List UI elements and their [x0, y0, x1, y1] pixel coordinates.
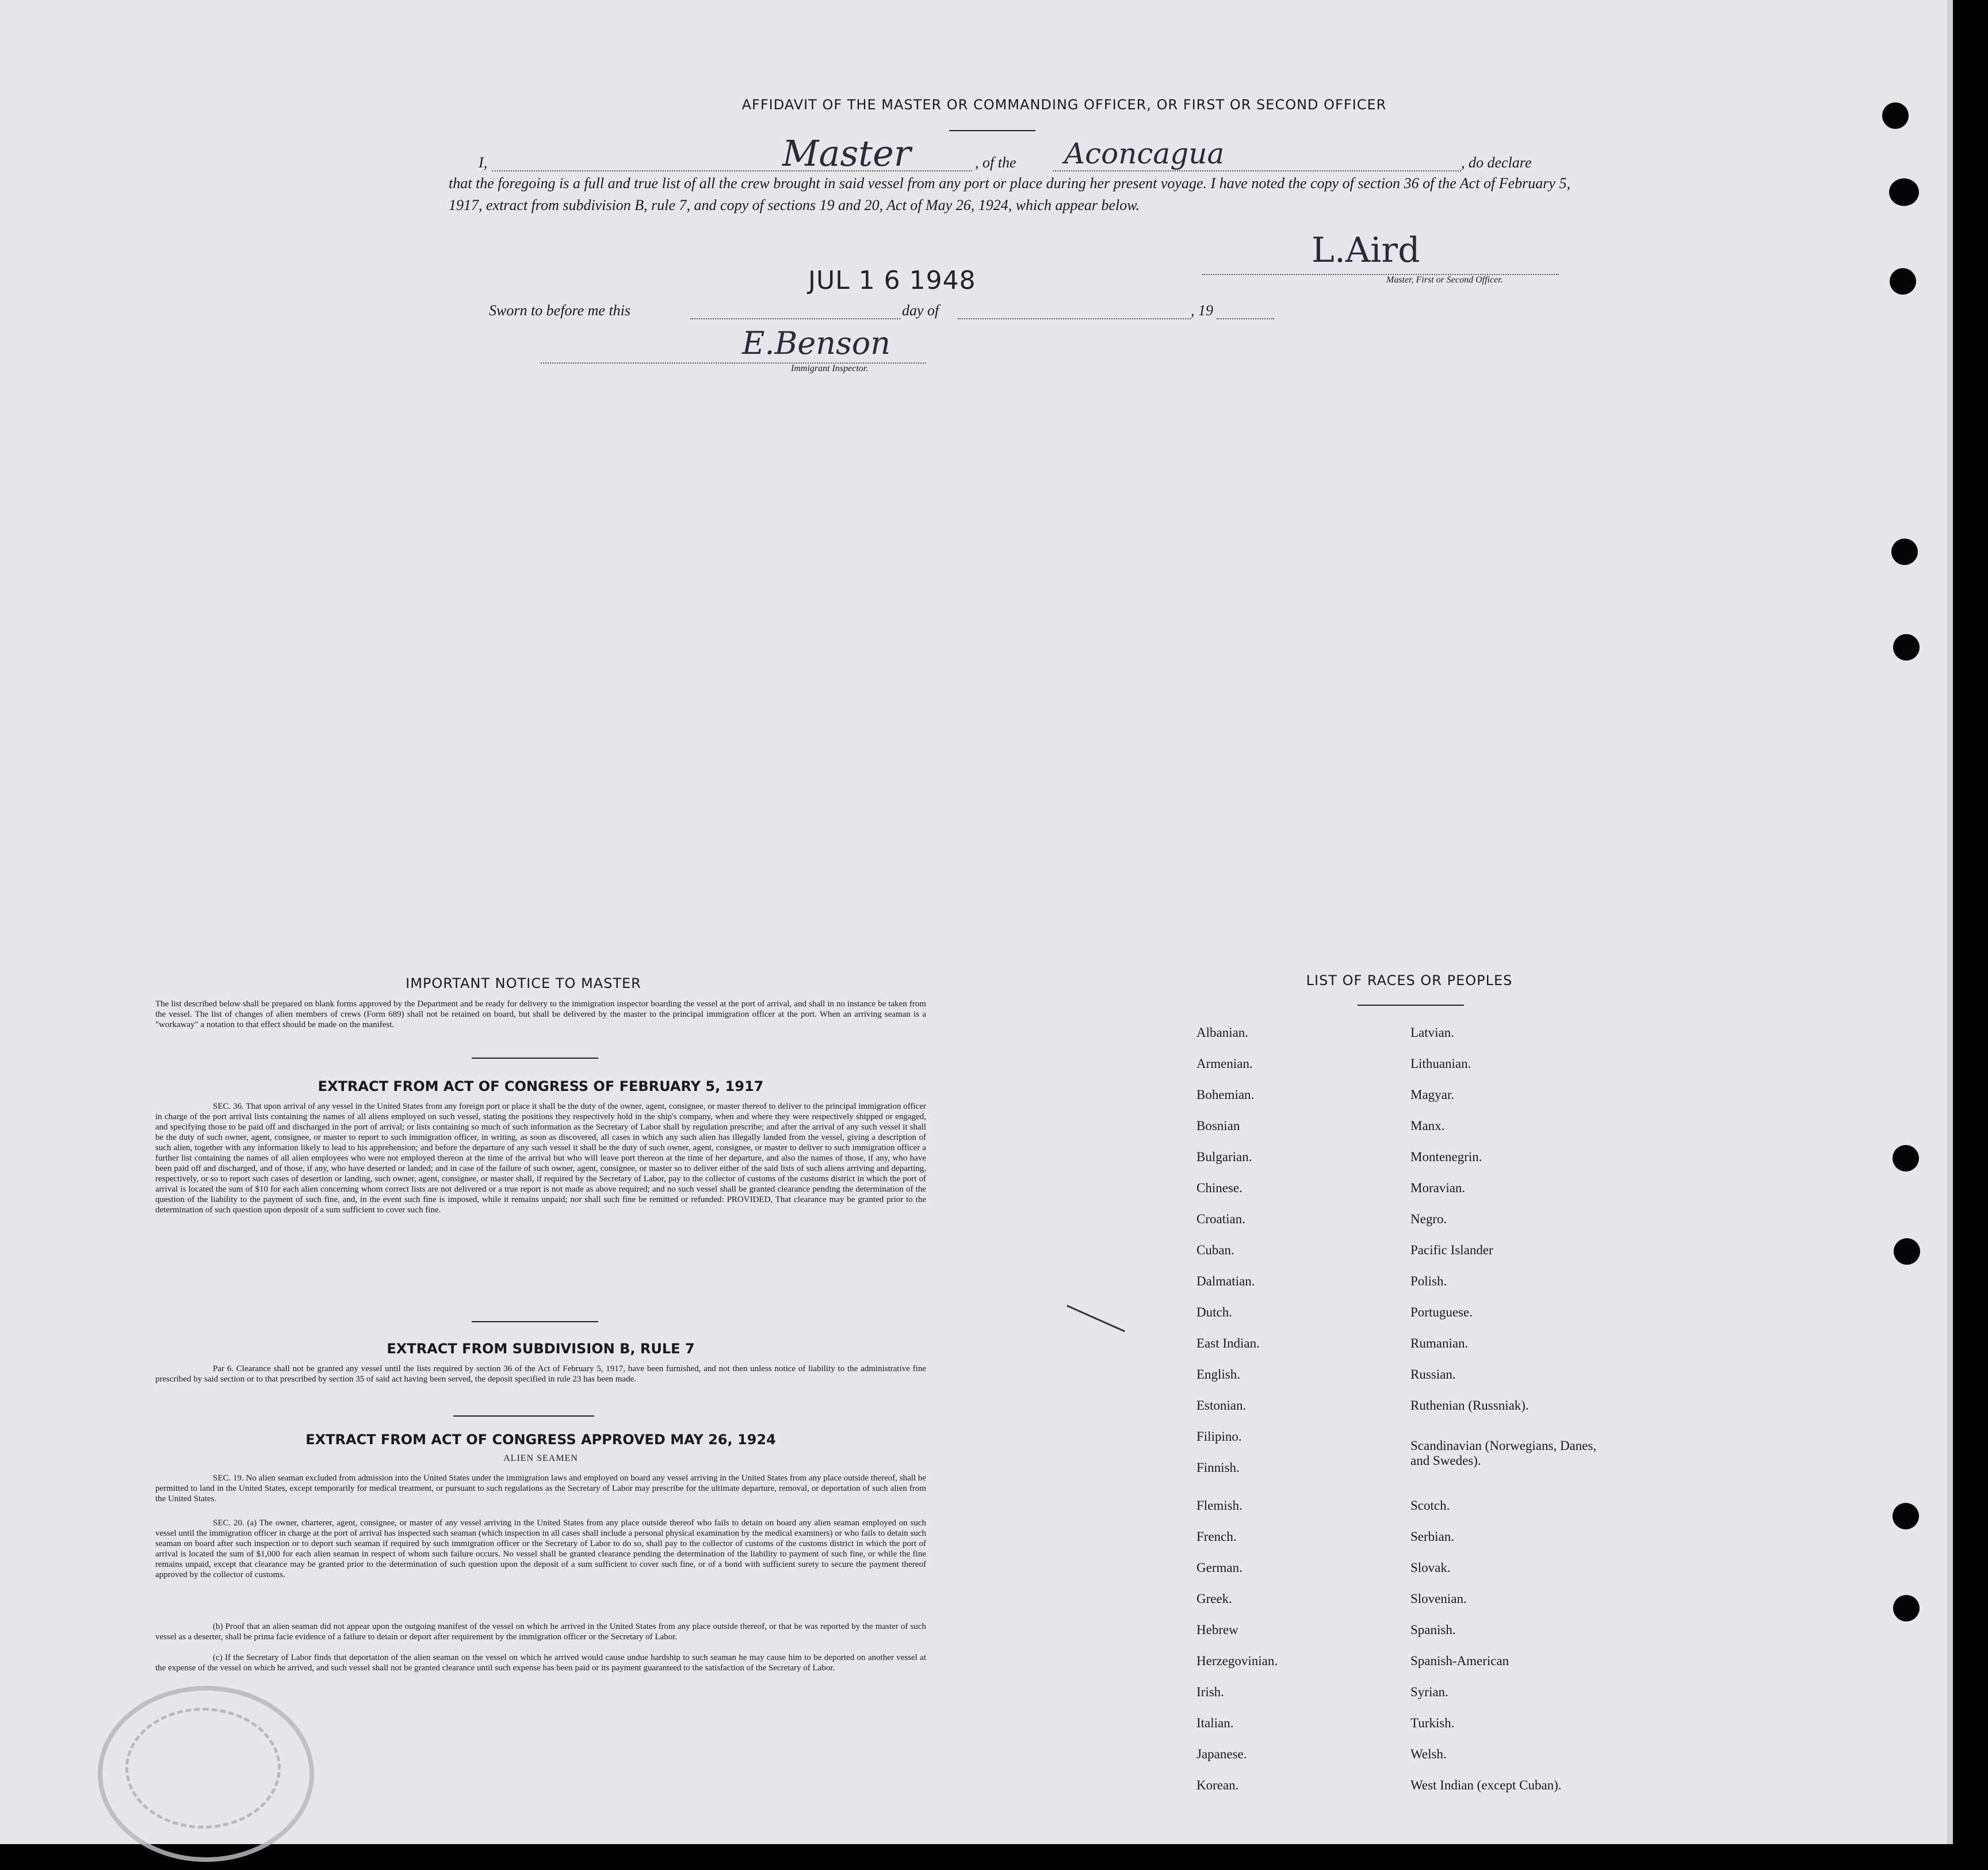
race-item: Scotch.	[1410, 1498, 1450, 1513]
extract-1924-subtitle: ALIEN SEAMEN	[503, 1453, 578, 1463]
extract-1924-sec20c: (c) If the Secretary of Labor finds that deportation of the alien seaman on the vessel on which he arrived would cause undue hardship to such seaman he may cause him to be deported on another vessel at the expense of the vessel on which he arrived, and such vessel shall not be granted clearance until such expense has been paid or its payment guaranteed to the satisfaction of the Secretary of Labor.	[155, 1653, 926, 1673]
subdivision-b-title: EXTRACT FROM SUBDIVISION B, RULE 7	[387, 1341, 695, 1357]
race-item: Negro.	[1410, 1212, 1447, 1226]
binder-hole	[1891, 539, 1918, 565]
race-item: Spanish-American	[1410, 1654, 1509, 1668]
race-item: Flemish.	[1196, 1498, 1242, 1513]
inspector-signature-line	[541, 362, 926, 364]
extract-1917-title: EXTRACT FROM ACT OF CONGRESS OF FEBRUARY 5, 1917	[318, 1078, 764, 1094]
affidavit-body: that the foregoing is a full and true list of all the crew brought in said vessel from any port or place during her present voyage. I have noted the copy of section 36 of the Act of February 5, 1917, extract from subdivision B, rule 7, and copy of sections 19 and 20, Act of May 26, 1924, which appear below.	[449, 175, 1570, 213]
race-item: Japanese.	[1196, 1747, 1247, 1761]
race-item: Montenegrin.	[1410, 1150, 1482, 1164]
binder-hole	[1889, 178, 1919, 206]
race-item: Estonian.	[1196, 1398, 1247, 1413]
binder-hole	[1890, 268, 1916, 295]
day-of-label: day of	[902, 302, 939, 319]
race-item: Slovak.	[1410, 1560, 1451, 1575]
race-item: Croatian.	[1196, 1212, 1245, 1226]
inspector-signature: E.Benson	[742, 325, 891, 361]
master-signature-line	[1202, 274, 1559, 275]
notice-title: IMPORTANT NOTICE TO MASTER	[406, 975, 641, 991]
race-item: Polish.	[1410, 1274, 1447, 1288]
race-item: Armenian.	[1196, 1056, 1253, 1071]
year-label: , 19	[1191, 302, 1213, 319]
extract-1917-text: SEC. 36. That upon arrival of any vessel in the United States from any foreign port or place it shall be the duty of the owner, agent, consignee, or master thereof to deliver to the principal immigration officer in charge of the port arrival lists containing the names of all aliens employed on such vessel, stating the positions they respectively hold in the ship's company, when and where they were respectively shipped or engaged, and specifying those to be paid off and discharged in the port of arrival; or lists containing so much of such information as the Secretary of Labor shall by regulation prescribe; and after the arrival of any such vessel it shall be the duty of such owner, agent, consignee, or master to report to such immigration officer, in writing, as soon as discovered, all cases in which any such alien has illegally landed from the vessel, giving a description of such alien, together with any information likely to lead to his apprehension; and before the departure of any such vessel it shall be the duty of such owner, agent, consignee, or master to deliver to such immigration officer a further list containing the names of all alien employees who were not employed thereon at the time of the arrival but who will leave port thereon at the time of her departure, and also the names of those, if any, who have been paid off and discharged, and of those, if any, who have deserted or landed; and in case of the failure of such owner, agent, consignee, or master so to deliver either of the said lists of such aliens arriving and departing, respectively, or so to report such cases of desertion or landing, such owner, agent, consignee, or master shall, if required by the Secretary of Labor, pay to the collector of customs of the customs district in which the port of arrival is located the sum of $10 for each alien concerning whom correct lists are not delivered or a true report is not made as above required; and no such vessel shall be granted clearance pending the determination of the question of the liability to the payment of such fine, and, in the event such fine is imposed, while it remains unpaid; nor shall such fine be remitted or refunded: PROVIDED, That clearance may be granted prior to the determination of such question upon deposit of a sum sufficient to cover such fine.	[155, 1102, 926, 1215]
race-item: West Indian (except Cuban).	[1410, 1778, 1562, 1792]
race-item: Welsh.	[1410, 1747, 1447, 1761]
race-item: Serbian.	[1410, 1529, 1455, 1544]
race-item: Albanian.	[1196, 1025, 1249, 1040]
race-item: Moravian.	[1410, 1181, 1466, 1195]
race-item: Finnish.	[1196, 1460, 1240, 1475]
race-item: Scandinavian (Norwegians, Danes, and Swedes).	[1410, 1438, 1597, 1468]
title-rule	[949, 130, 1035, 131]
affidavit-prefix: I,	[479, 154, 488, 171]
race-item: East Indian.	[1196, 1336, 1260, 1350]
race-item: Rumanian.	[1410, 1336, 1469, 1350]
receiving-stamp	[98, 1686, 314, 1862]
date-stamp: JUL 1 6 1948	[808, 266, 976, 295]
race-item: French.	[1196, 1529, 1237, 1544]
race-item: Ruthenian (Russniak).	[1410, 1398, 1529, 1413]
notice-text: The list described below shall be prepared on blank forms approved by the Department and be ready for delivery to the immigration inspector boarding the vessel at the port of arrival, and shall in no instance be taken from the vessel. The list of changes of alien members of crews (Form 689) shall not be retained on board, but shall be delivered by the master to the principal immigration officer at the port. When an arriving seaman is a "workaway" a notation to that effect should be made on the manifest.	[155, 999, 926, 1029]
extract-1924-sec20a: SEC. 20. (a) The owner, charterer, agent, consignee, or master of any vessel arriving in the United States from any place outside thereof who fails to detain on board any alien seaman employed on such vessel until the immigration officer in charge at the port of arrival has inspected such seaman (which inspection in all cases shall include a personal physical examination by the medical examiners) or who fails to detain such seaman on board after such inspection or to deport such seaman if required by such immigration officer or the Secretary of Labor to do so, shall pay to the collector of customs of the customs district in which the port of arrival is located the sum of $1,000 for each alien seaman in respect of whom such failure occurs. No vessel shall be granted clearance pending the determination of the liability to payment of such fine, or while the fine remains unpaid, except that clearance may be granted prior to the determination of such question upon the deposit of a sum sufficient to cover such fine, or of a bond with sufficient surety to secure the payment thereof approved by the collector of customs.	[155, 1518, 926, 1579]
race-item: Syrian.	[1410, 1685, 1448, 1699]
sworn-year-blank	[1217, 318, 1274, 319]
do-declare-label: , do declare	[1461, 154, 1532, 171]
binder-hole	[1893, 1595, 1920, 1621]
extract-1924-sec19: SEC. 19. No alien seaman excluded from admission into the United States under the immigration laws and employed on board any vessel arriving in the United States from any place outside thereof, shall be permitted to land in the United States, except temporarily for medical treatment, or pursuant to such regulations as the Secretary of Labor may prescribe for the ultimate departure, removal, or deportation of such alien from the United States.	[155, 1474, 926, 1503]
master-handwriting: Master	[782, 132, 911, 174]
race-item: Slovenian.	[1410, 1592, 1467, 1606]
extract-1917-rule	[472, 1321, 598, 1322]
vessel-handwriting: Aconcagua	[1064, 137, 1225, 170]
master-signature: L.Aird	[1312, 230, 1420, 270]
race-item: Dalmatian.	[1196, 1274, 1255, 1288]
race-item: Italian.	[1196, 1716, 1234, 1730]
race-item: Cuban.	[1196, 1243, 1234, 1257]
notice-rule	[472, 1058, 598, 1059]
binder-hole	[1893, 634, 1920, 661]
race-item: Manx.	[1410, 1119, 1445, 1133]
race-item: Dutch.	[1196, 1305, 1232, 1319]
races-title: LIST OF RACES OR PEOPLES	[1306, 972, 1513, 989]
race-item: Portuguese.	[1410, 1305, 1473, 1319]
binder-hole	[1882, 102, 1909, 129]
sworn-day-blank	[690, 318, 900, 319]
race-item: Turkish.	[1410, 1716, 1455, 1730]
race-item: Greek.	[1196, 1592, 1232, 1606]
of-the-label: , of the	[975, 154, 1016, 171]
race-item: Spanish.	[1410, 1623, 1456, 1637]
vessel-blank	[1053, 170, 1461, 171]
race-item: Irish.	[1196, 1685, 1224, 1699]
sworn-label: Sworn to before me this	[489, 302, 631, 319]
race-item: German.	[1196, 1560, 1242, 1575]
race-item: Bosnian	[1196, 1119, 1240, 1133]
race-item: Russian.	[1410, 1367, 1456, 1381]
race-item: Bohemian.	[1196, 1087, 1255, 1102]
master-signature-caption: Master, First or Second Officer.	[1386, 275, 1503, 285]
race-item: Filipino.	[1196, 1429, 1242, 1444]
race-item: Lithuanian.	[1410, 1056, 1471, 1071]
binder-hole	[1894, 1238, 1920, 1265]
stamp-inner-ring	[125, 1708, 281, 1829]
inspector-signature-caption: Immigrant Inspector.	[791, 364, 869, 373]
extract-1924-sec20b: (b) Proof that an alien seaman did not appear upon the outgoing manifest of the vessel on which he arrived in the United States from any place outside thereof, or that he was reported by the master of such vessel as a deserter, shall be prima facie evidence of a failure to detain or deport after requirement by the immigration officer or the Secretary of Labor.	[155, 1622, 926, 1642]
race-item: Korean.	[1196, 1778, 1239, 1792]
binder-hole	[1893, 1503, 1919, 1529]
race-item: Pacific Islander	[1410, 1243, 1493, 1257]
race-item: Hebrew	[1196, 1623, 1238, 1637]
race-item: English.	[1196, 1367, 1241, 1381]
races-rule	[1358, 1005, 1464, 1006]
race-item: Chinese.	[1196, 1181, 1242, 1195]
extract-1924-title: EXTRACT FROM ACT OF CONGRESS APPROVED MAY 26, 1924	[305, 1432, 776, 1448]
race-item: Herzegovinian.	[1196, 1654, 1278, 1668]
sworn-month-blank	[958, 318, 1191, 319]
subdivision-b-rule	[453, 1415, 594, 1417]
binder-hole	[1893, 1145, 1919, 1171]
subdivision-b-text: Par 6. Clearance shall not be granted any vessel until the lists required by section 36 of the Act of February 5, 1917, have been furnished, and not then unless notice of liability to the administrative fine prescribed by said section or to that prescribed by section 35 of said act having been served, the deposit specified in rule 23 has been made.	[155, 1364, 926, 1384]
pen-mark	[1066, 1305, 1125, 1332]
affidavit-title: AFFIDAVIT OF THE MASTER OR COMMANDING OFFICER, OR FIRST OR SECOND OFFICER	[741, 97, 1387, 113]
race-item: Magyar.	[1410, 1087, 1455, 1102]
race-item: Latvian.	[1410, 1025, 1454, 1040]
race-item: Bulgarian.	[1196, 1150, 1252, 1164]
page-edge	[1947, 0, 1953, 1844]
